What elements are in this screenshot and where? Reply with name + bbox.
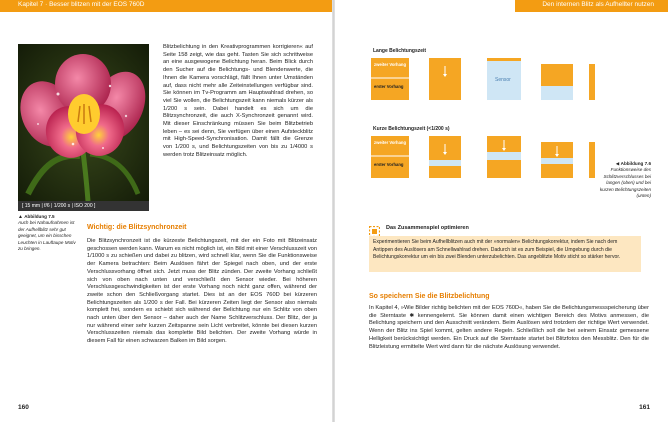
running-header-left-text: Kapitel 7 · Besser blitzen mit der EOS 760D xyxy=(18,1,145,8)
section-title-blitzbelichtung: So speichern Sie die Blitzbelichtung xyxy=(369,293,490,300)
figure-caption-7-5 xyxy=(18,214,76,252)
label-zweiter-vorhang-short: zweiter Vorhang xyxy=(374,140,407,145)
tulip-image xyxy=(18,44,149,201)
long-frame-2-bottom xyxy=(429,78,461,100)
running-header-right-text: Den internen Blitz als Aufhellter nutzen xyxy=(542,1,654,8)
figure-caption-7-6 xyxy=(593,161,651,199)
label-zweiter-vorhang-long: zweiter Vorhang xyxy=(374,62,407,67)
puzzle-icon xyxy=(369,224,380,235)
figure-label: Abbildung 7.5 xyxy=(24,214,55,219)
long-frame-5 xyxy=(589,64,595,100)
right-page xyxy=(335,0,668,422)
figure-label-right: Abbildung 7.6 xyxy=(620,161,651,166)
left-page xyxy=(0,0,333,422)
section-title-blitzsynchronzeit: Wichtig: die Blitzsynchronzeit xyxy=(87,224,187,231)
short-frame-1-bottom xyxy=(371,156,409,178)
photo-exif-bar: [ 15 mm | f/6 | 1/200 s | ISO 200 ] xyxy=(18,201,149,211)
shutter-diagram-svg xyxy=(369,44,595,208)
short-exposure-row xyxy=(371,136,595,178)
label-sensor: Sensor xyxy=(495,77,511,83)
figure-text: Auch bei Nahaufnahmen ist der Aufhellblitz sehr gut geeignet, um ein bisschen Leuchten in Lauftaupe Motiv zu bringen. xyxy=(18,220,76,252)
label-short-exposure: Kurze Belichtungszeit (<1/200 s) xyxy=(373,126,450,132)
tip-box xyxy=(369,236,641,272)
tip-text: Experimentieren Sie beim Aufhellblitzen auch mit der »normalen« Belichtungskorrektur, indem Sie nach dem Antippen des Auslösers am Schnellwahlrad drehen. Dadurch ist es zum Beispiel, die Umgebung durch die Belichtungskorrektur um ein bis zwei Blenden unterzubelichten. Das angeblitzte Motiv sticht so stärker hervor. xyxy=(373,239,621,260)
long-frame-1-top xyxy=(371,58,409,78)
running-header-left xyxy=(0,0,333,12)
long-exposure-row xyxy=(371,58,595,100)
long-frame-1-bottom xyxy=(371,78,409,100)
page-number-left: 160 xyxy=(18,404,29,411)
label-erster-vorhang-long: erster Vorhang xyxy=(374,84,404,89)
page-number-right: 161 xyxy=(639,404,650,411)
left-top-paragraph: Blitzbelichtung in den Kreativprogrammen korrigieren« auf Seite 158 zeigt, wie das geht. Tasten Sie sich schrittweise an eine ausgewogene Belichtung heran. Beim Blick durch den Sucher auf die Belichtungs- und Blendenwerte, die Ihnen die Kamera vorschlägt, fällt Ihnen unter Umständen auf, dass nicht mehr alle Zeiteinstellungen verfügbar sind. Sie können im Tv-Programm am Hauptwahlrad drehen, so viel Sie wollen, die Belichtungszeit kann niemals kürzer als 1/200 s sein. Dabei handelt es sich um die Blitzsynchronzeit, die auch X-Synchronzeit genannt wird. Mit dieser Einschränkung müssen Sie beim Blitzbetrieb leben – es sei denn, Sie verfügen über einen Aufsteckblitz mit High-Speed-Synchronisation. Damit fällt die Grenze von 1/200 s, und Belichtungszeiten von bis zu 1/4000 s werden trotz Blitzeinsatz möglich. xyxy=(163,44,313,158)
long-frame-4 xyxy=(541,64,573,86)
tip-title: Das Zusammenspiel optimieren xyxy=(386,225,469,231)
shutter-diagram xyxy=(369,44,595,208)
right-body-paragraph: In Kapitel 4, »Wie Bilder richtig belichten mit der EOS 760D«, haben Sie die Belichtungsmessspeicherung über die Sterntaste ✱ kennengelernt. Sie können damit einen wichtigen Bereich des Motivs anmessen, die Belichtung speichern und den Ausschnitt verändern. Beim Auslösen wird trotzdem der richtige Wert verwendet. Wenn der Blitz ins Spiel kommt, gelten andere Regeln. Schließlich soll die bei seinem Einsatz gemessene Helligkeit berücksichtigt werden. Ein Druck auf die Sterntaste startet bei Blitzfotos den Messblitz. Den für die Blitzleistung ermittelte Wert wird dann für die nächste Auslösung verwendet. xyxy=(369,305,649,350)
left-body-paragraph: Die Blitzsynchronzeit ist die kürzeste Belichtungszeit, mit der ein Foto mit Blitzeinsatz geschossen werden kann. Warum es nicht möglich ist, ein Bild mit einer Verschlusszeit von 1/1000 s zu schießen und dabei zu blitzen, wird schnell klar, wenn Sie die Funktionsweise der Kamera betrachten: Beim Auslösen fährt der Spiegel nach oben, und der erste Verschlussvorhang öffnet sich. Jetzt muss der Blitz zünden. Der zweite Vorhang schließt sich von oben nach unten und verschließt den Sensor wieder. Bei höheren Verschlussgeschwindigkeiten ist der erste Vorhang noch nicht ganz offen, während der zweite schon den Schließvorgang startet. Dies ist an der EOS 760D bei kürzeren Belichtungszeiten als 1/200 s der Fall. Bei kürzeren Zeiten liegt der Sensor also niemals komplett frei, sondern es schiebt sich während der Belichtung nur ein Schlitz von oben nach unten über den Sensor – daher auch der Name Schlitzverschluss. Der Blitz, der ja nur während einer sehr kurzen Zeitspanne sein Licht verbreitet, könnte bei diesen kurzen Verschlusszeiten niemals das komplette Bild belichten. Der zweite Vorhang würde in diesem Fall für einen schwarzen Balken im Bild sorgen. xyxy=(87,238,317,345)
caption-arrow-icon: ▲ xyxy=(18,214,23,220)
running-header-right xyxy=(335,0,668,12)
running-header-right-bar xyxy=(515,0,668,12)
short-frame-1-top xyxy=(371,136,409,156)
caption-arrow-icon-right: ◀ xyxy=(615,161,620,166)
tulip-photo xyxy=(18,44,149,201)
figure-text-right: Funktionsweise des Schlitzverschlusses bei langen (oben) und bei kurzen Belichtungszeiten (unten) xyxy=(599,167,651,199)
label-long-exposure: Lange Belichtungszeit xyxy=(373,48,427,54)
label-erster-vorhang-short: erster Vorhang xyxy=(374,162,404,167)
